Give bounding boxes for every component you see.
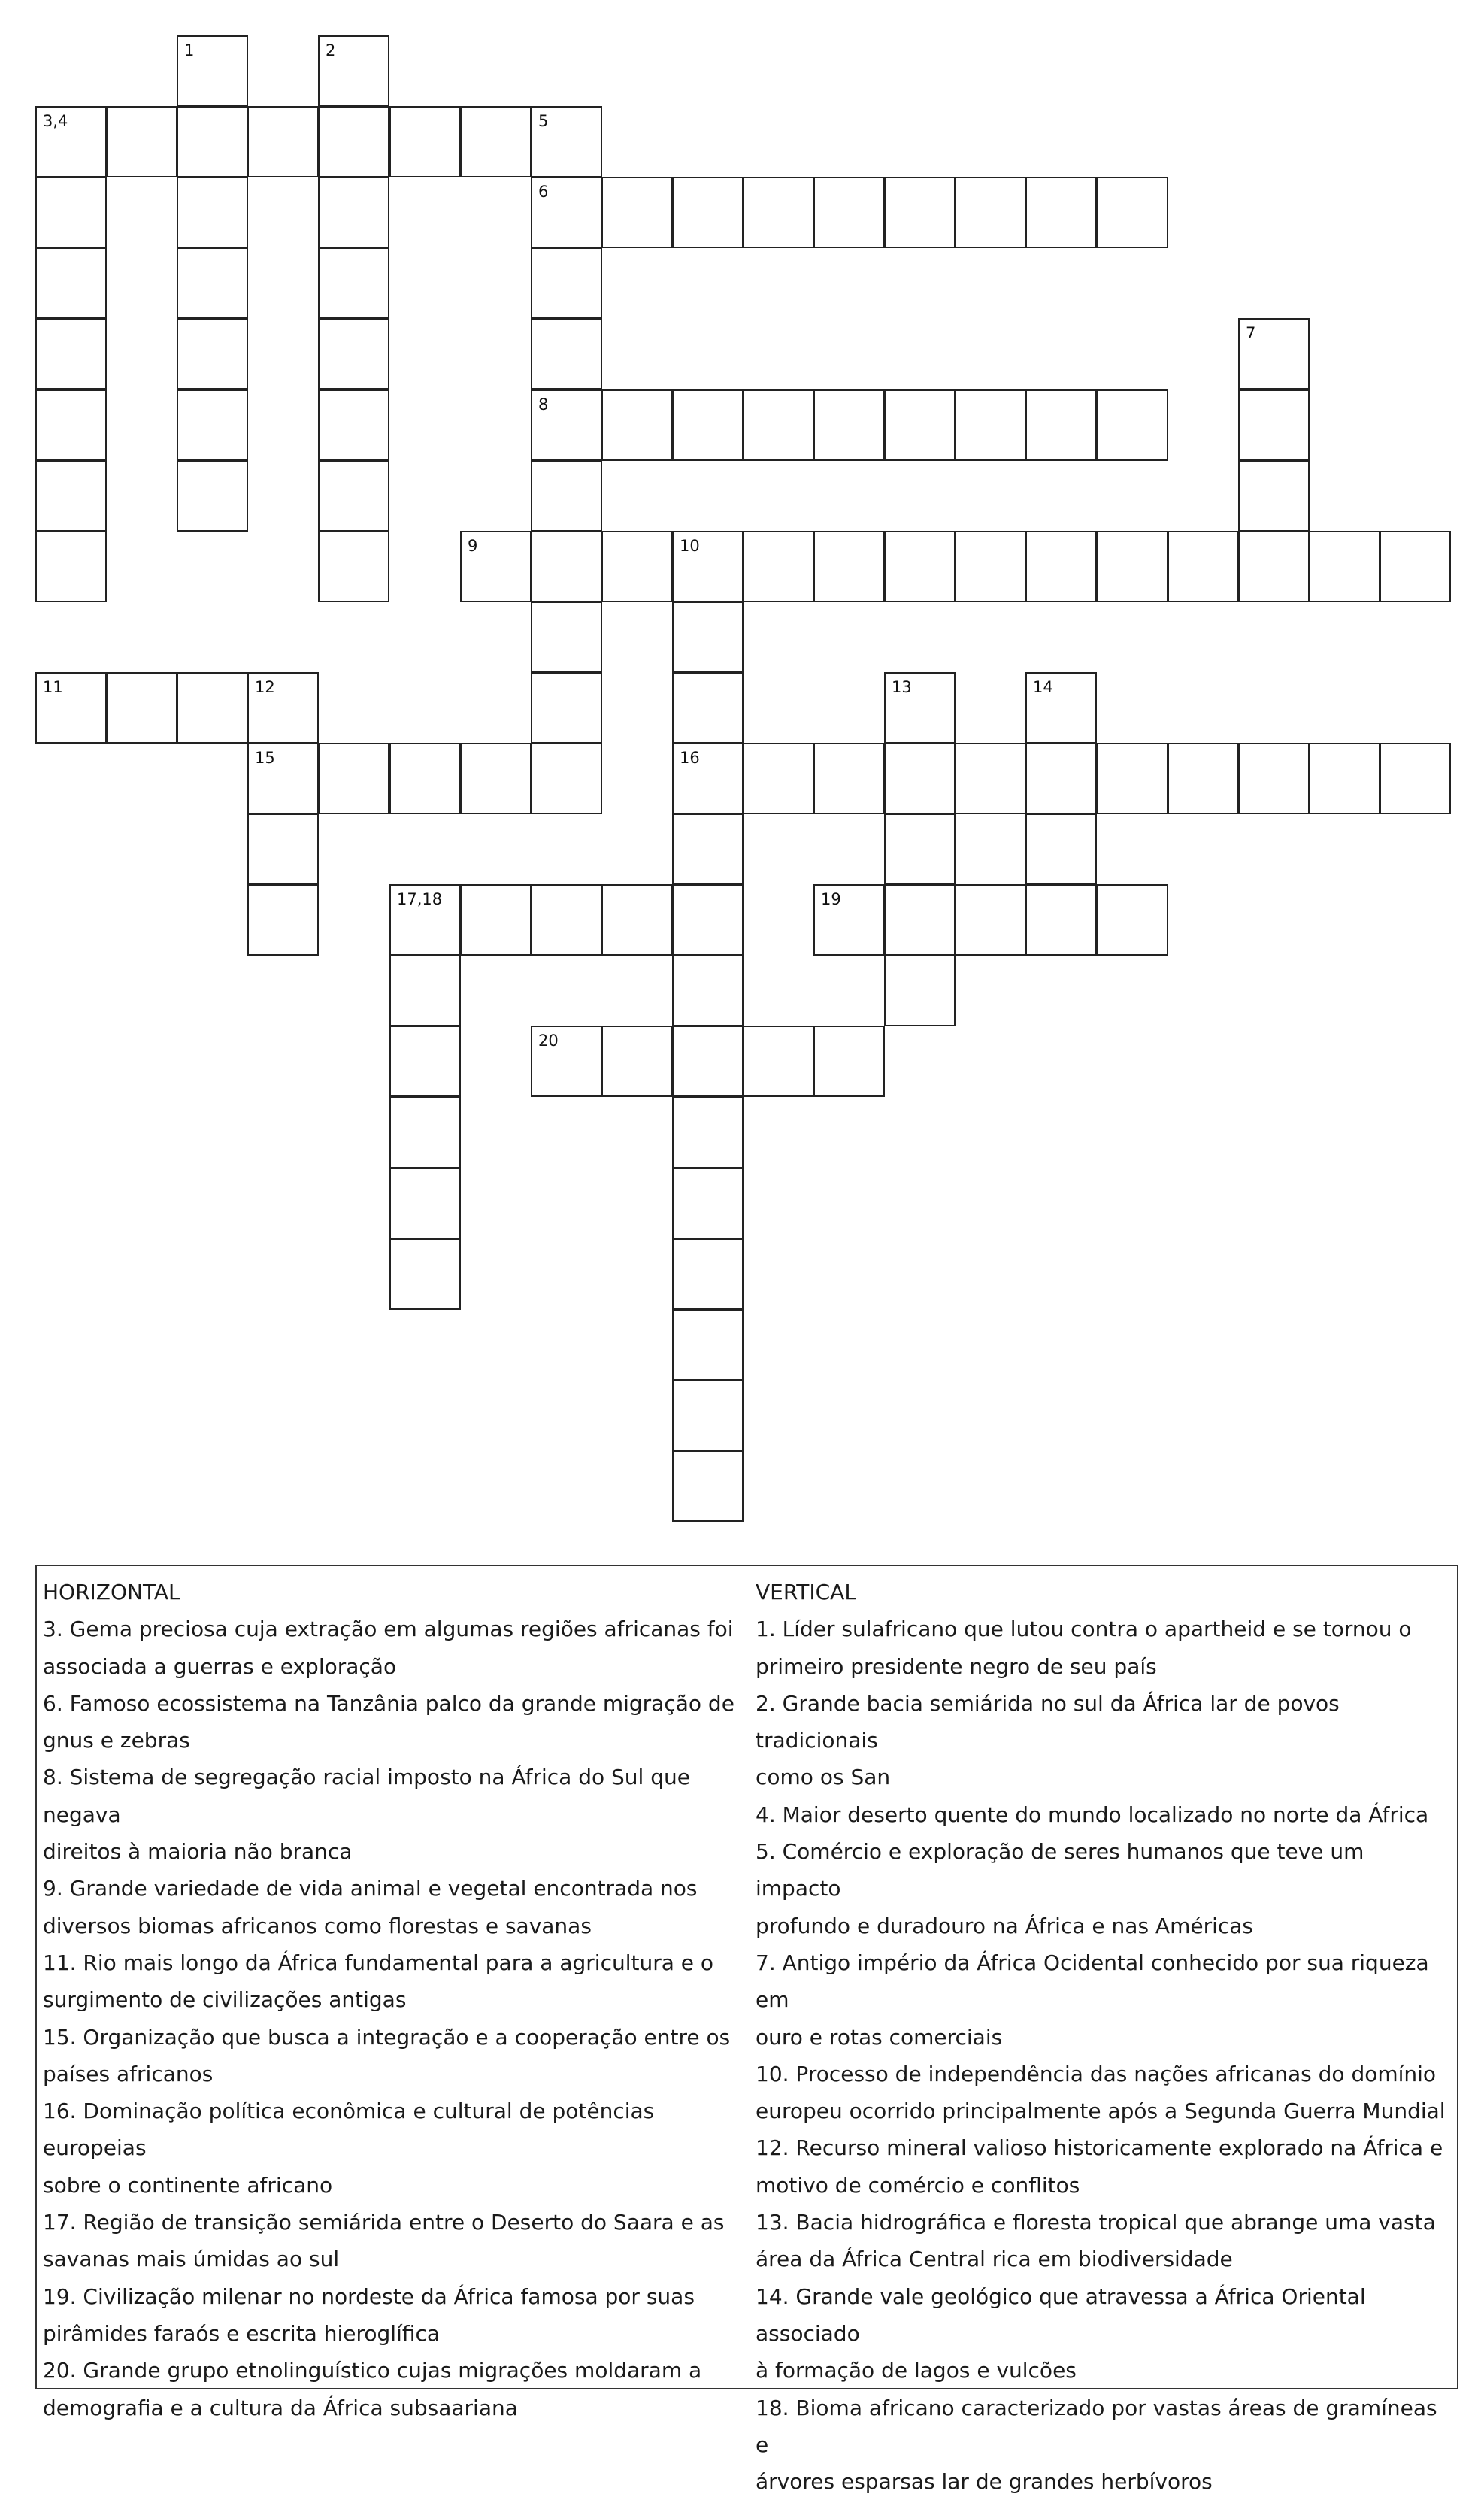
clue-line: 20. Grande grupo etnolinguístico cujas migrações moldaram a [43,2358,702,2383]
clue-line: 14. Grande vale geológico que atravessa a África Oriental associado [756,2283,1366,2346]
grid-cell[interactable] [813,884,885,956]
grid-cell[interactable] [177,247,248,319]
grid-cell[interactable] [884,955,956,1026]
clue-line: 11. Rio mais longo da África fundamental para a agricultura e o [43,1950,714,1975]
grid-cell[interactable] [35,106,107,177]
grid-cell[interactable] [813,743,885,814]
grid-cell[interactable] [460,743,532,814]
clue-line: pirâmides faraós e escrita hieroglífica [43,2320,441,2346]
clue-number: 1 [184,41,195,59]
clue-line: primeiro presidente negro de seu país [756,1653,1157,1679]
grid-cell[interactable] [247,672,319,744]
grid-cell[interactable] [672,1026,744,1097]
vertical-heading: VERTICAL [756,1580,856,1605]
clue-number: 20 [538,1032,559,1050]
clue-line: sobre o continente africano [43,2172,333,2198]
grid-cell[interactable] [318,35,389,107]
clue-line: 18. Bioma africano caracterizado por vastas áreas de gramíneas e [756,2395,1437,2457]
grid-cell[interactable] [672,1097,744,1168]
grid-cell[interactable] [1025,531,1097,602]
clue-number: 7 [1246,324,1256,342]
grid-cell[interactable] [318,318,389,389]
grid-cell[interactable] [35,389,107,461]
grid-cell[interactable] [531,389,602,461]
clue-line: 3. Gema preciosa cuja extração em algumas regiões africanas foi [43,1617,734,1642]
grid-cell[interactable] [601,1026,673,1097]
grid-cell[interactable] [318,389,389,461]
grid-cell[interactable] [247,106,319,177]
grid-cell[interactable] [813,177,885,248]
grid-cell[interactable] [531,743,602,814]
clue-line: à formação de lagos e vulcões [756,2358,1077,2383]
grid-cell[interactable] [672,531,744,602]
grid-cell[interactable] [1025,389,1097,461]
clue-line: 8. Sistema de segregação racial imposto na África do Sul que negava [43,1765,690,1827]
grid-cell[interactable] [177,318,248,389]
grid-cell[interactable] [672,1238,744,1310]
grid-cell[interactable] [1025,177,1097,248]
grid-cell[interactable] [318,247,389,319]
grid-cell[interactable] [318,460,389,532]
clue-number: 10 [680,537,700,555]
grid-cell[interactable] [955,389,1026,461]
clue-line: 7. Antigo império da África Ocidental conhecido por sua riqueza em [756,1950,1429,2013]
grid-cell[interactable] [1097,743,1168,814]
clue-number: 17,18 [397,890,443,908]
grid-cell[interactable] [531,177,602,248]
grid-cell[interactable] [1097,389,1168,461]
grid-cell[interactable] [955,177,1026,248]
grid-cell[interactable] [460,106,532,177]
grid-cell[interactable] [318,531,389,602]
grid-cell[interactable] [955,531,1026,602]
clue-line: surgimento de civilizações antigas [43,1987,407,2013]
grid-cell[interactable] [743,177,814,248]
clue-number: 14 [1033,678,1053,696]
grid-cell[interactable] [177,177,248,248]
grid-cell[interactable] [177,389,248,461]
grid-cell[interactable] [389,884,461,956]
grid-cell[interactable] [1025,743,1097,814]
clue-line: savanas mais úmidas ao sul [43,2247,340,2272]
clue-line: direitos à maioria não branca [43,1839,353,1865]
grid-cell[interactable] [601,531,673,602]
clue-line: 5. Comércio e exploração de seres humanos que teve um impacto [756,1839,1364,1902]
grid-cell[interactable] [672,955,744,1026]
clue-line: demografia e a cultura da África subsaariana [43,2395,518,2420]
grid-cell[interactable] [743,1026,814,1097]
clue-line: 9. Grande variedade de vida animal e vegetal encontrada nos [43,1876,698,1902]
clue-line: 12. Recurso mineral valioso historicamente explorado na África e [756,2135,1443,2161]
clue-line: 13. Bacia hidrográfica e floresta tropical que abrange uma vasta [756,2210,1436,2235]
grid-cell[interactable] [884,884,956,956]
grid-cell[interactable] [672,884,744,956]
grid-cell[interactable] [672,1168,744,1239]
clue-line: 1. Líder sulafricano que lutou contra o apartheid e se tornou o [756,1617,1412,1642]
grid-cell[interactable] [1309,743,1380,814]
clue-number: 5 [538,112,549,130]
grid-cell[interactable] [460,531,532,602]
grid-cell[interactable] [672,814,744,885]
grid-cell[interactable] [743,743,814,814]
grid-cell[interactable] [1097,884,1168,956]
grid-cell[interactable] [1238,743,1310,814]
grid-cell[interactable] [389,743,461,814]
grid-cell[interactable] [1238,318,1310,389]
clue-line: área da África Central rica em biodiversidade [756,2247,1233,2272]
clue-line: profundo e duradouro na África e nas Américas [756,1913,1254,1938]
grid-cell[interactable] [601,884,673,956]
grid-cell[interactable] [106,106,177,177]
grid-cell[interactable] [813,1026,885,1097]
grid-cell[interactable] [672,1309,744,1380]
grid-cell[interactable] [1025,814,1097,885]
grid-cell[interactable] [106,672,177,744]
clue-line: 2. Grande bacia semiárida no sul da África lar de povos tradicionais [756,1690,1340,1753]
grid-cell[interactable] [389,1026,461,1097]
grid-cell[interactable] [743,531,814,602]
grid-cell[interactable] [177,672,248,744]
clue-line: países africanos [43,2061,214,2086]
grid-cell[interactable] [1238,531,1310,602]
grid-cell[interactable] [531,1026,602,1097]
grid-cell[interactable] [955,884,1026,956]
grid-cell[interactable] [531,531,602,602]
grid-cell[interactable] [35,672,107,744]
horizontal-clues [43,1574,746,2426]
grid-cell[interactable] [884,389,956,461]
grid-cell[interactable] [318,177,389,248]
grid-cell[interactable] [35,318,107,389]
grid-cell[interactable] [1025,884,1097,956]
grid-cell[interactable] [35,460,107,532]
grid-cell[interactable] [531,460,602,532]
grid-cell[interactable] [35,531,107,602]
grid-cell[interactable] [247,743,319,814]
clue-number: 11 [43,678,63,696]
grid-cell[interactable] [318,106,389,177]
grid-cell[interactable] [389,106,461,177]
clue-line: 19. Civilização milenar no nordeste da África famosa por suas [43,2283,695,2309]
grid-cell[interactable] [955,743,1026,814]
grid-cell[interactable] [318,743,389,814]
clue-line: europeu ocorrido principalmente após a Segunda Guerra Mundial [756,2098,1446,2124]
grid-cell[interactable] [1097,531,1168,602]
grid-cell[interactable] [460,884,532,956]
grid-cell[interactable] [531,602,602,673]
grid-cell[interactable] [1238,460,1310,532]
clue-line: gnus e zebras [43,1728,190,1753]
clue-number: 9 [468,537,478,555]
clue-line: associada a guerras e exploração [43,1653,397,1679]
grid-cell[interactable] [247,814,319,885]
grid-cell[interactable] [672,672,744,744]
grid-cell[interactable] [813,389,885,461]
grid-cell[interactable] [884,531,956,602]
grid-cell[interactable] [884,814,956,885]
grid-cell[interactable] [1097,177,1168,248]
grid-cell[interactable] [884,672,956,744]
grid-cell[interactable] [531,247,602,319]
grid-cell[interactable] [672,177,744,248]
clue-line: 10. Processo de independência das nações africanas do domínio [756,2061,1437,2086]
clue-number: 15 [255,749,275,767]
clue-number: 16 [680,749,700,767]
grid-cell[interactable] [601,389,673,461]
grid-cell[interactable] [389,955,461,1026]
grid-cell[interactable] [35,177,107,248]
grid-cell[interactable] [531,672,602,744]
clue-number: 19 [821,890,841,908]
grid-cell[interactable] [531,106,602,177]
grid-cell[interactable] [672,1380,744,1451]
grid-cell[interactable] [1168,743,1239,814]
grid-cell[interactable] [1238,389,1310,461]
clue-line: como os San [756,1765,891,1790]
grid-cell[interactable] [884,177,956,248]
grid-cell[interactable] [247,884,319,956]
clue-box [35,1565,1458,2495]
grid-cell[interactable] [389,1168,461,1239]
grid-cell[interactable] [1309,531,1380,602]
grid-cell[interactable] [389,1238,461,1310]
grid-cell[interactable] [35,247,107,319]
grid-cell[interactable] [672,389,744,461]
grid-cell[interactable] [1168,531,1239,602]
grid-cell[interactable] [531,884,602,956]
grid-cell[interactable] [177,35,248,107]
grid-cell[interactable] [1380,743,1451,814]
clue-number: 2 [326,41,336,59]
clue-line: diversos biomas africanos como florestas e savanas [43,1913,592,1938]
clue-line: 6. Famoso ecossistema na Tanzânia palco da grande migração de [43,1690,734,1716]
grid-cell[interactable] [743,389,814,461]
grid-cell[interactable] [884,743,956,814]
clue-line: 4. Maior deserto quente do mundo localizado no norte da África [756,1802,1429,1827]
grid-cell[interactable] [672,1450,744,1522]
clue-number: 3,4 [43,112,68,130]
grid-cell[interactable] [1025,672,1097,744]
clue-number: 12 [255,678,275,696]
clue-line: 15. Organização que busca a integração e a cooperação entre os [43,2024,731,2050]
grid-cell[interactable] [672,602,744,673]
horizontal-heading: HORIZONTAL [43,1580,180,1605]
clue-line: 16. Dominação política econômica e cultural de potências europeias [43,2098,655,2161]
clue-number: 13 [892,678,912,696]
grid-cell[interactable] [601,177,673,248]
grid-cell[interactable] [672,743,744,814]
grid-cell[interactable] [1380,531,1451,602]
clue-line: 17. Região de transição semiárida entre o Deserto do Saara e as [43,2210,725,2235]
clue-number: 6 [538,183,549,201]
grid-cell[interactable] [531,318,602,389]
clue-line: ouro e rotas comerciais [756,2024,1003,2050]
grid-cell[interactable] [177,106,248,177]
clue-line: motivo de comércio e conflitos [756,2172,1080,2198]
clue-line: árvores esparsas lar de grandes herbívoros [756,2469,1213,2495]
clue-number: 8 [538,395,549,414]
grid-cell[interactable] [813,531,885,602]
vertical-clues [756,1574,1451,2500]
grid-cell[interactable] [177,460,248,532]
grid-cell[interactable] [389,1097,461,1168]
